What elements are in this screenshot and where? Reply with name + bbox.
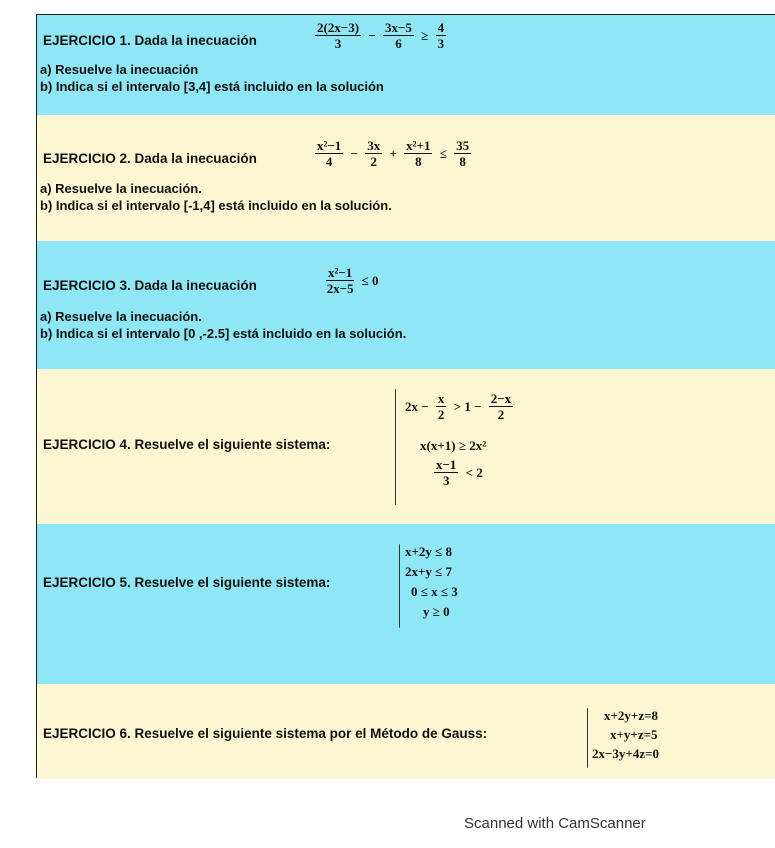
exercise-5-title: EJERCICIO 5. Resuelve el siguiente sistema: bbox=[43, 575, 331, 590]
fraction: $\frac{35}{8}$ bbox=[456, 138, 470, 169]
system-line-1: x+2y ≤ 8 bbox=[405, 544, 453, 559]
fraction: $\frac{\text{x²−1}}{2x-5}$ bbox=[326, 265, 354, 296]
exercise-1-band bbox=[37, 15, 775, 115]
system-brace bbox=[395, 389, 396, 505]
exercise-6-title: EJERCICIO 6. Resuelve el siguiente sistema por el Método de Gauss: bbox=[43, 726, 488, 741]
fraction: $\frac{3x-5}{6}$ bbox=[385, 20, 412, 51]
system-line-4: y ≥ 0 bbox=[423, 604, 450, 619]
fraction: $\frac{3x}{2}$ bbox=[367, 138, 381, 169]
system-brace bbox=[587, 708, 588, 768]
exercise-1-part-b: b) Indica si el intervalo [3,4] está incluido en la solución bbox=[40, 79, 384, 94]
system-line-3: 0 ≤ x ≤ 3 bbox=[411, 584, 458, 599]
fraction: $\frac{2(2x-3)}{3}$ bbox=[317, 20, 360, 51]
exercise-6-band bbox=[37, 684, 775, 779]
exercise-3-title: EJERCICIO 3. Dada la inecuación bbox=[43, 278, 257, 293]
system-line-2: x(x+1) ≥ 2x² bbox=[420, 438, 487, 453]
system-line-1: 2x − $\frac{x}{2}$ > 1 − $\frac{2-x}{2}$ bbox=[405, 391, 512, 422]
system-line-1: x+2y+z=8 bbox=[604, 708, 658, 723]
worksheet bbox=[36, 14, 775, 778]
scanner-watermark: Scanned with CamScanner bbox=[464, 815, 646, 832]
exercise-5-band bbox=[37, 524, 775, 684]
exercise-3-part-b: b) Indica si el intervalo [0 ,-2.5] está incluido en la solución. bbox=[40, 326, 407, 341]
system-line-2: x+y+z=5 bbox=[610, 727, 658, 742]
system-line-2: 2x+y ≤ 7 bbox=[405, 564, 453, 579]
system-line-3: 2x−3y+4z=0 bbox=[592, 746, 659, 761]
exercise-2-part-a: a) Resuelve la inecuación. bbox=[40, 181, 202, 196]
exercise-2-band bbox=[37, 115, 775, 241]
exercise-3-band bbox=[37, 241, 775, 369]
system-line-3: $\frac{x-1}{3}$ < 2 bbox=[436, 457, 483, 488]
fraction: $\frac{4}{3}$ bbox=[437, 20, 445, 51]
fraction: $\frac{\text{x²−1}}{4}$ bbox=[317, 138, 342, 169]
exercise-2-inequality: $\frac{\text{x²−1}}{4}$ − $\frac{3x}{2}$ + $\frac{\text{x²+1}}{8}$ ≤ $\frac{35}{8}$ bbox=[317, 138, 470, 169]
exercise-2-part-b: b) Indica si el intervalo [-1,4] está incluido en la solución. bbox=[40, 198, 392, 213]
exercise-1-inequality: $\frac{2(2x-3)}{3}$ − $\frac{3x-5}{6}$ ≥ $\frac{4}{3}$ bbox=[317, 20, 445, 51]
exercise-3-inequality: $\frac{\text{x²−1}}{2x-5}$ ≤ 0 bbox=[326, 265, 379, 296]
fraction: $\frac{\text{x²+1}}{8}$ bbox=[406, 138, 431, 169]
exercise-1-title: EJERCICIO 1. Dada la inecuación bbox=[43, 33, 257, 48]
exercise-2-title: EJERCICIO 2. Dada la inecuación bbox=[43, 151, 257, 166]
exercise-4-band bbox=[37, 369, 775, 524]
system-brace bbox=[399, 544, 400, 628]
exercise-3-part-a: a) Resuelve la inecuación. bbox=[40, 309, 202, 324]
exercise-4-title: EJERCICIO 4. Resuelve el siguiente sistema: bbox=[43, 437, 331, 452]
exercise-1-part-a: a) Resuelve la inecuación bbox=[40, 62, 199, 77]
